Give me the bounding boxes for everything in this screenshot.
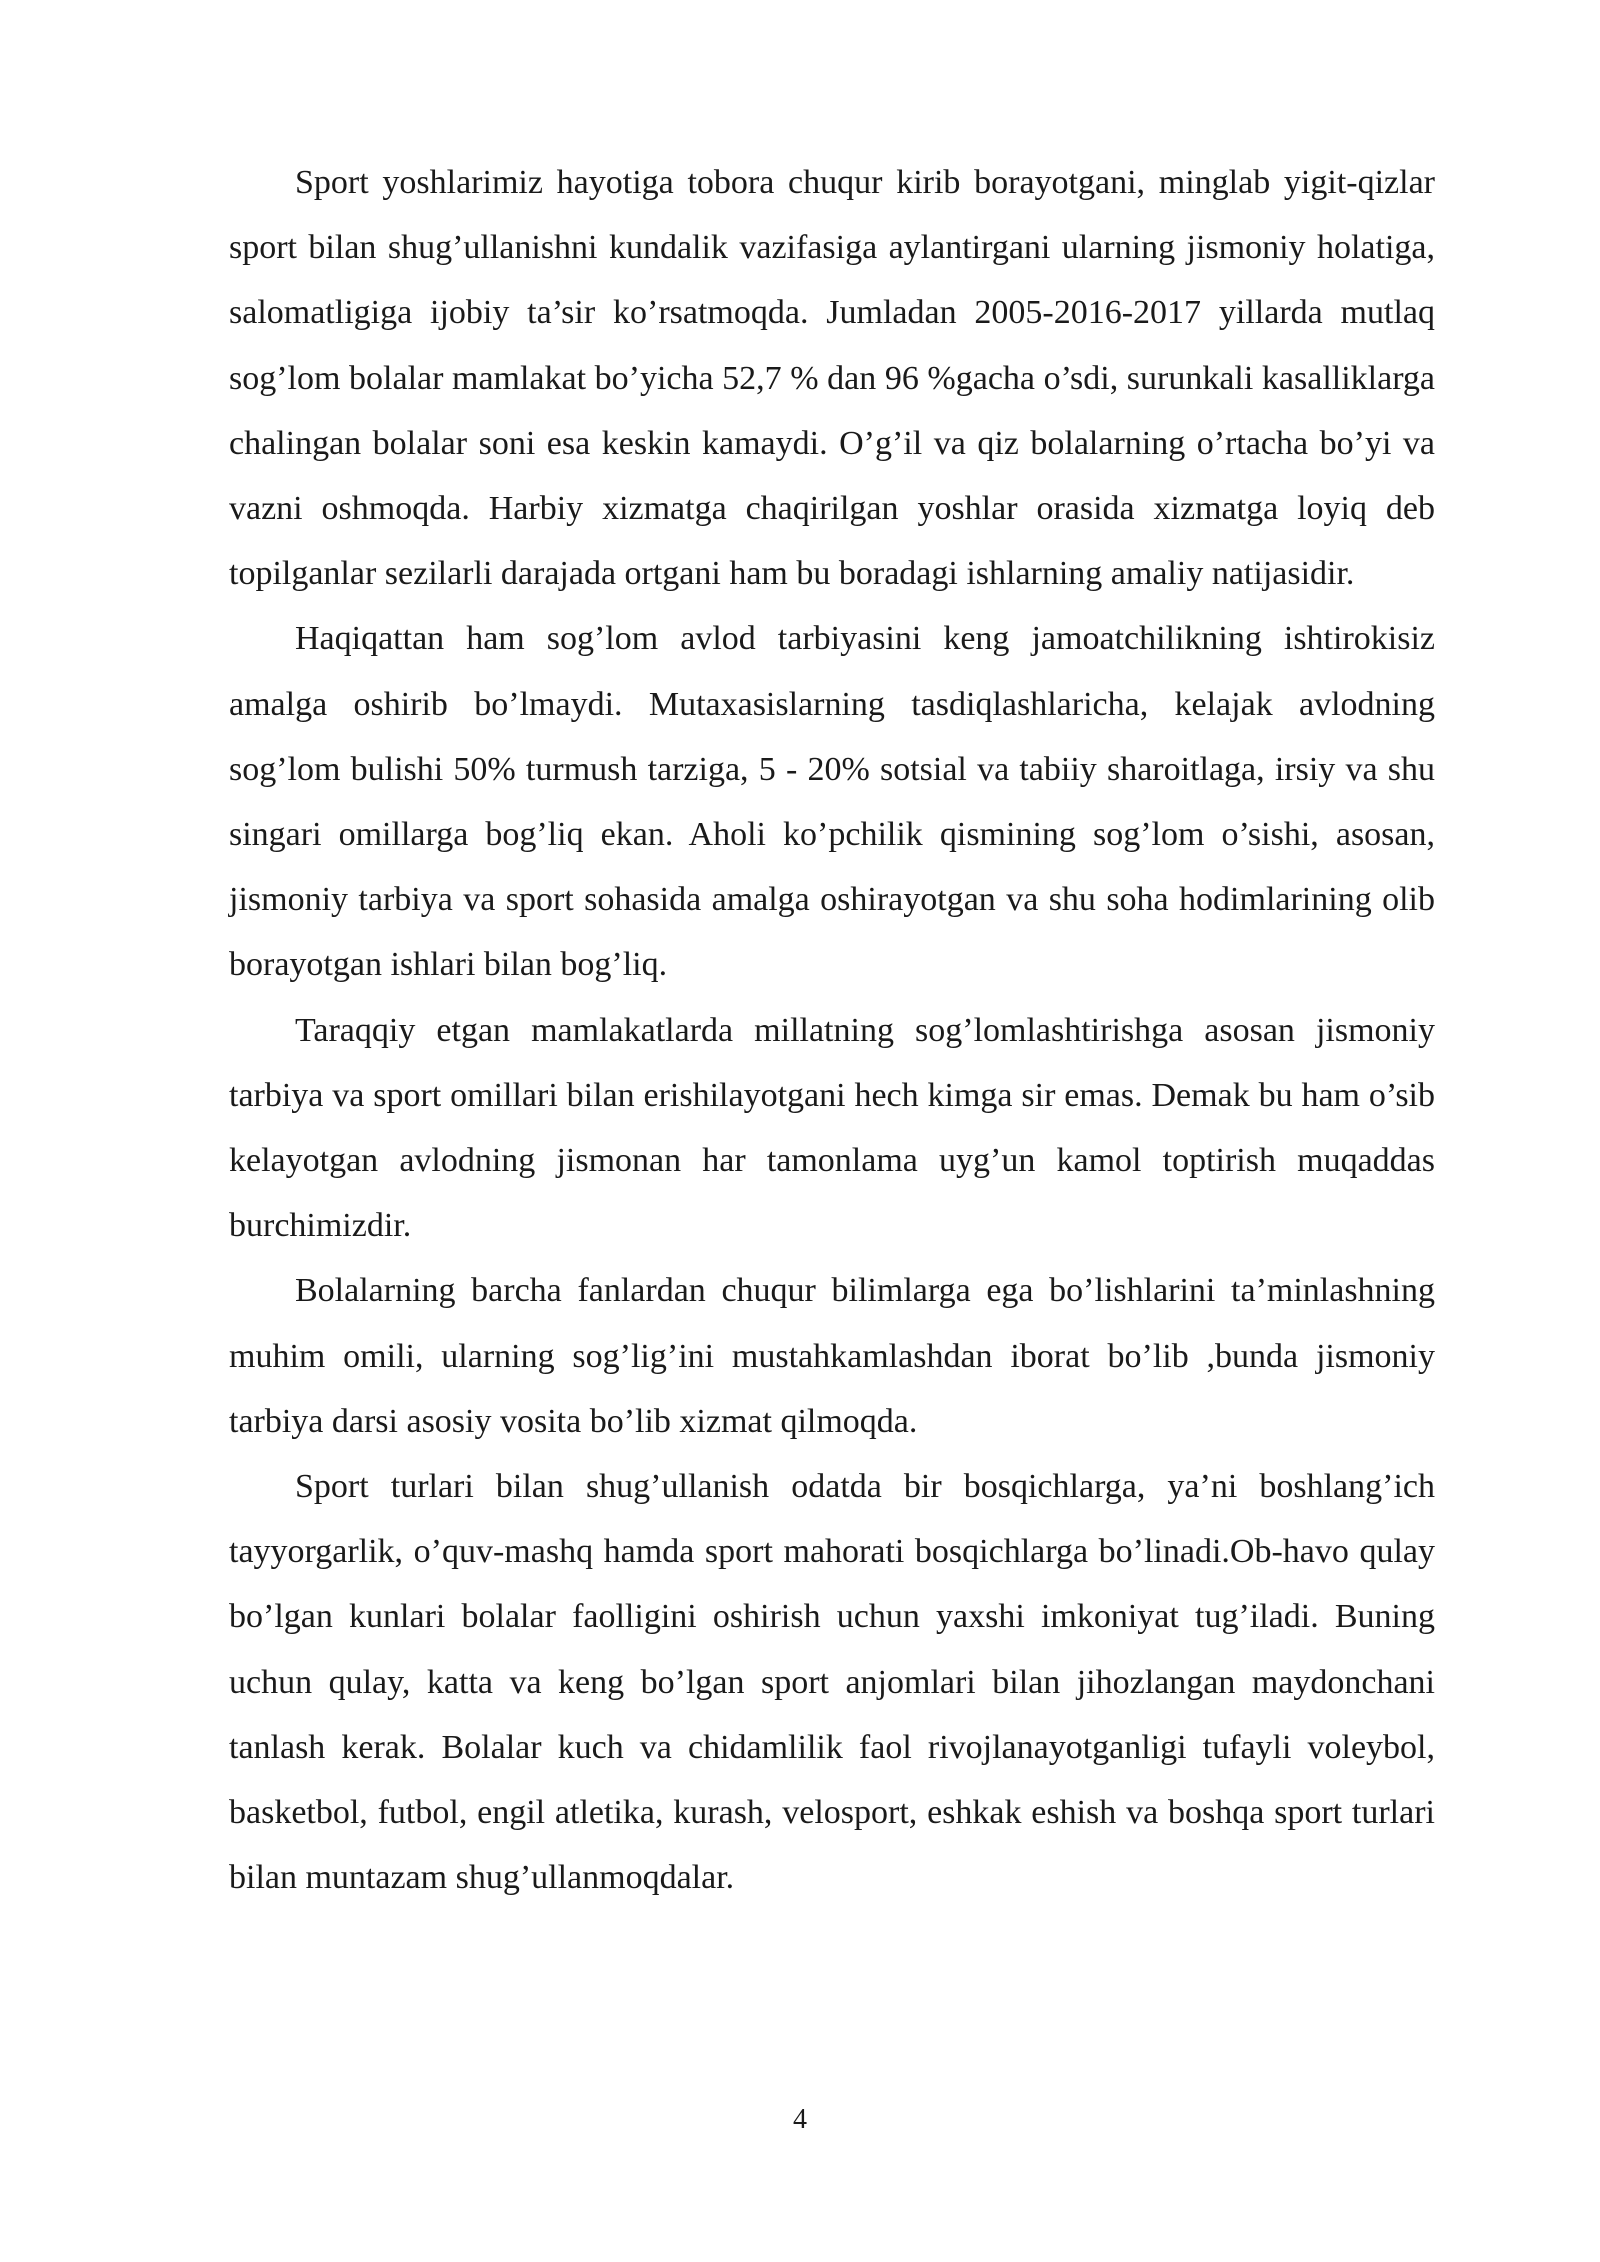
body-text bbox=[229, 150, 1435, 1910]
paragraph-4: Bolalarning barcha fanlardan chuqur bilimlarga ega bo’lishlarini ta’minlashning muhim omili, ularning sog’lig’ini mustahkamlashdan iborat bo’lib ,bunda jismoniy tarbiya darsi asosiy vosita bo’lib xizmat qilmoqda. bbox=[229, 1272, 1435, 1440]
paragraph-5: Sport turlari bilan shug’ullanish odatda bir bosqichlarga, ya’ni boshlang’ich tayyorgarlik, o’quv-mashq hamda sport mahorati bosqichlarga bo’linadi.Ob-havo qulay bo’lgan kunlari bolalar faolligini oshirish uchun yaxshi imkoniyat tug’iladi. Buning uchun qulay, katta va keng bo’lgan sport anjomlari bilan jihozlangan maydonchani tanlash kerak. Bolalar kuch va chidamlilik faol rivojlanayotganligi tufayli voleybol, basketbol, futbol, engil atletika, kurash, velosport, eshkak eshish va boshqa sport turlari bilan muntazam shug’ullanmoqdalar. bbox=[229, 1468, 1435, 1897]
page-number: 4 bbox=[793, 2104, 807, 2135]
paragraph-2: Haqiqattan ham sog’lom avlod tarbiyasini keng jamoatchilikning ishtirokisiz amalga oshirib bo’lmaydi. Mutaxasislarning tasdiqlashlaricha, kelajak avlodning sog’lom bulishi 50% turmush tarziga, 5 - 20% sotsial va tabiiy sharoitlaga, irsiy va shu singari omillarga bog’liq ekan. Aholi ko’pchilik qismining sog’lom o’sishi, asosan, jismoniy tarbiya va sport sohasida amalga oshirayotgan va shu soha hodimlarining olib borayotgan ishlari bilan bog’liq. bbox=[229, 620, 1435, 984]
paragraph-3: Taraqqiy etgan mamlakatlarda millatning sog’lomlashtirishga asosan jismoniy tarbiya va sport omillari bilan erishilayotgani hech kimga sir emas. Demak bu ham o’sib kelayotgan avlodning jismonan har tamonlama uyg’un kamol toptirish muqaddas burchimizdir. bbox=[229, 1011, 1435, 1245]
paragraph-1: Sport yoshlarimiz hayotiga tobora chuqur kirib borayotgani, minglab yigit-qizlar sport bilan shug’ullanishni kundalik vazifasiga aylantirgani ularning jismoniy holatiga, salomatligiga ijobiy ta’sir ko’rsatmoqda. Jumladan 2005-2016-2017 yillarda mutlaq sog’lom bolalar mamlakat bo’yicha 52,7 % dan 96 %gacha o’sdi, surunkali kasalliklarga chalingan bolalar soni esa keskin kamaydi. O’g’il va qiz bolalarning o’rtacha bo’yi va vazni oshmoqda. Harbiy xizmatga chaqirilgan yoshlar orasida xizmatga loyiq deb topilganlar sezilarli darajada ortgani ham bu boradagi ishlarning amaliy natijasidir. bbox=[229, 164, 1435, 593]
